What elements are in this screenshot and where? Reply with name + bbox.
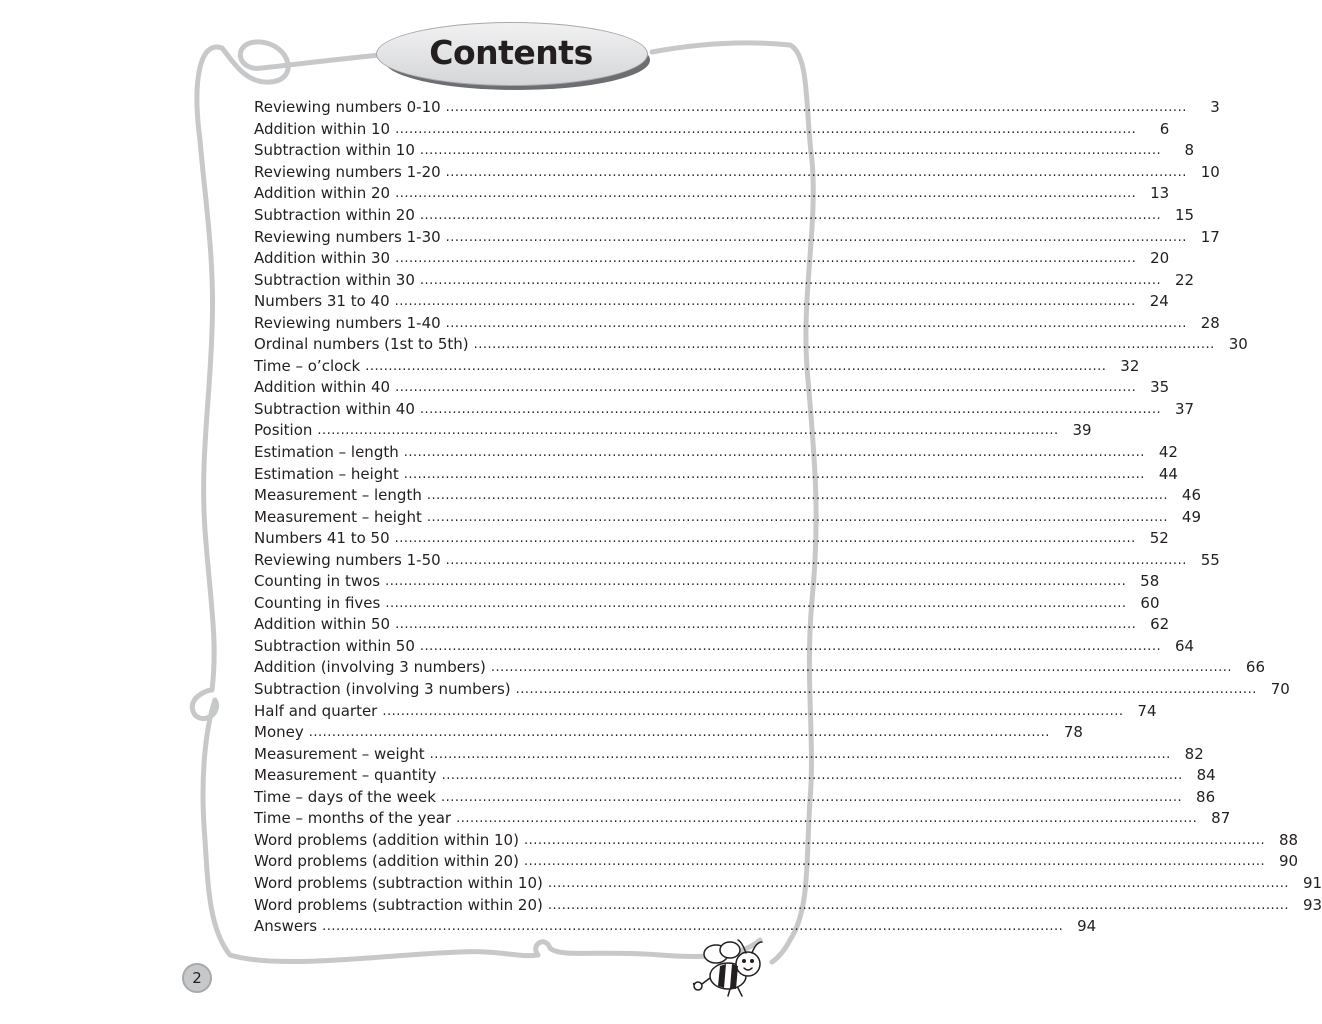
- toc-entry-title: Money: [254, 723, 304, 742]
- toc-dot-leader: ................................................................................................................................................................: [547, 875, 1290, 891]
- toc-dot-leader: ................................................................................................................................................................: [419, 401, 1162, 417]
- toc-entry-title: Measurement – quantity: [254, 766, 437, 785]
- toc-entry: [254, 787, 1216, 809]
- toc-entry: [254, 679, 1290, 701]
- toc-entry-page: 44: [1158, 464, 1178, 483]
- toc-dot-leader: ................................................................................................................................................................: [382, 703, 1124, 719]
- toc-dot-leader: ................................................................................................................................................................: [445, 164, 1187, 180]
- toc-entry: [254, 162, 1220, 184]
- toc-entry-page: 10: [1200, 162, 1220, 181]
- title-banner: [376, 22, 652, 92]
- toc-entry-page: 24: [1149, 292, 1169, 311]
- bee-icon: [686, 936, 772, 998]
- toc-entry-title: Answers: [254, 917, 318, 936]
- toc-entry-page: 62: [1150, 615, 1170, 634]
- toc-dot-leader: ................................................................................................................................................................: [394, 531, 1136, 547]
- toc-dot-leader: ................................................................................................................................................................: [547, 897, 1290, 913]
- toc-entry-page: 84: [1196, 766, 1216, 785]
- toc-dot-leader: ................................................................................................................................................................: [395, 251, 1137, 267]
- toc-entry-title: Word problems (subtraction within 10): [254, 873, 543, 892]
- toc-entry-page: 35: [1150, 378, 1170, 397]
- toc-entry: [254, 700, 1157, 722]
- toc-dot-leader: ................................................................................................................................................................: [515, 682, 1257, 698]
- toc-entry: [254, 226, 1220, 248]
- toc-entry-page: 88: [1279, 830, 1299, 849]
- toc-entry: [254, 571, 1160, 593]
- toc-entry: [254, 205, 1195, 227]
- toc-entry-page: 70: [1270, 680, 1290, 699]
- toc-entry-title: Estimation – length: [254, 443, 399, 462]
- toc-entry: [254, 873, 1322, 895]
- toc-entry: [254, 463, 1178, 485]
- toc-entry-title: Word problems (addition within 20): [254, 852, 519, 871]
- toc-entry-page: 13: [1150, 184, 1170, 203]
- toc-entry: [254, 183, 1170, 205]
- toc-dot-leader: ................................................................................................................................................................: [419, 143, 1162, 159]
- toc-entry: [254, 916, 1097, 938]
- toc-entry-title: Measurement – height: [254, 507, 422, 526]
- toc-dot-leader: ................................................................................................................................................................: [403, 466, 1145, 482]
- toc-dot-leader: ................................................................................................................................................................: [395, 121, 1137, 137]
- toc-dot-leader: ................................................................................................................................................................: [308, 725, 1050, 741]
- toc-entry: [254, 269, 1195, 291]
- toc-entry-page: 8: [1184, 141, 1195, 160]
- toc-entry-page: 74: [1137, 701, 1157, 720]
- toc-dot-leader: ................................................................................................................................................................: [322, 919, 1064, 935]
- toc-entry-title: Subtraction within 30: [254, 270, 415, 289]
- toc-entry-title: Addition (involving 3 numbers): [254, 658, 486, 677]
- toc-dot-leader: ................................................................................................................................................................: [490, 660, 1232, 676]
- toc-entry: [254, 506, 1201, 528]
- toc-entry-title: Reviewing numbers 1-50: [254, 550, 441, 569]
- toc-entry-page: 46: [1181, 486, 1201, 505]
- page-number: 2: [182, 963, 212, 993]
- toc-dot-leader: ................................................................................................................................................................: [317, 423, 1059, 439]
- toc-entry-page: 82: [1184, 744, 1204, 763]
- toc-entry-page: 90: [1279, 852, 1299, 871]
- toc-entry: [254, 248, 1170, 270]
- toc-entry-title: Estimation – height: [254, 464, 399, 483]
- toc-entry: [254, 356, 1140, 378]
- toc-entry-title: Addition within 50: [254, 615, 391, 634]
- toc-entry: [254, 894, 1322, 916]
- toc-dot-leader: ................................................................................................................................................................: [429, 746, 1171, 762]
- toc-entry: [254, 765, 1216, 787]
- toc-entry-page: 28: [1200, 313, 1220, 332]
- toc-dot-leader: ................................................................................................................................................................: [441, 768, 1183, 784]
- toc-entry: [254, 291, 1169, 313]
- toc-entry-title: Counting in fives: [254, 593, 381, 612]
- toc-entry: [254, 830, 1299, 852]
- toc-entry-title: Addition within 20: [254, 184, 391, 203]
- toc-dot-leader: ................................................................................................................................................................: [445, 100, 1187, 116]
- toc-entry: [254, 657, 1265, 679]
- toc-dot-leader: ................................................................................................................................................................: [445, 552, 1187, 568]
- toc-entry-title: Numbers 41 to 50: [254, 529, 390, 548]
- toc-entry-page: 87: [1211, 809, 1231, 828]
- toc-dot-leader: ................................................................................................................................................................: [395, 617, 1137, 633]
- toc-dot-leader: ................................................................................................................................................................: [426, 488, 1168, 504]
- toc-entry-title: Ordinal numbers (1st to 5th): [254, 335, 469, 354]
- toc-dot-leader: ................................................................................................................................................................: [395, 186, 1137, 202]
- toc-dot-leader: ................................................................................................................................................................: [445, 315, 1187, 331]
- toc-dot-leader: ................................................................................................................................................................: [473, 337, 1215, 353]
- toc-entry-title: Time – o’clock: [254, 356, 361, 375]
- page-title: Contents: [429, 33, 593, 72]
- toc-entry-title: Measurement – weight: [254, 744, 425, 763]
- toc-entry-title: Numbers 31 to 40: [254, 292, 390, 311]
- toc-entry-page: 15: [1174, 206, 1195, 224]
- toc-dot-leader: ................................................................................................................................................................: [426, 509, 1168, 525]
- toc-entry: [254, 485, 1201, 507]
- toc-dot-leader: ................................................................................................................................................................: [523, 854, 1266, 870]
- toc-entry-page: 39: [1072, 421, 1092, 440]
- toc-entry-title: Word problems (subtraction within 20): [254, 895, 543, 914]
- toc-entry-title: Counting in twos: [254, 572, 381, 591]
- toc-dot-leader: ................................................................................................................................................................: [523, 832, 1266, 848]
- toc-entry: [254, 377, 1170, 399]
- toc-entry-title: Reviewing numbers 1-20: [254, 162, 441, 181]
- toc-entry-page: 3: [1210, 98, 1220, 117]
- toc-entry-title: Reviewing numbers 1-30: [254, 227, 441, 246]
- toc-entry-title: Measurement – length: [254, 486, 422, 505]
- toc-entry: [254, 420, 1092, 442]
- toc-entry: [254, 528, 1169, 550]
- toc-entry-title: Time – months of the year: [254, 809, 452, 828]
- toc-dot-leader: ................................................................................................................................................................: [385, 595, 1127, 611]
- toc-entry-page: 86: [1196, 787, 1216, 806]
- toc-entry: [254, 722, 1083, 744]
- toc-entry: [254, 119, 1170, 141]
- toc-entry-page: 20: [1150, 249, 1170, 268]
- toc-dot-leader: ................................................................................................................................................................: [419, 638, 1162, 654]
- toc-dot-leader: ................................................................................................................................................................: [403, 445, 1145, 461]
- toc-entry-page: 22: [1174, 270, 1195, 289]
- toc-entry-title: Subtraction within 50: [254, 636, 415, 655]
- toc-entry: [254, 549, 1220, 571]
- toc-entry-page: 78: [1063, 723, 1083, 742]
- toc-dot-leader: ................................................................................................................................................................: [440, 789, 1183, 805]
- toc-entry-title: Subtraction within 20: [254, 206, 415, 224]
- toc-entry: [254, 614, 1170, 636]
- toc-entry-page: 30: [1228, 335, 1248, 354]
- toc-entry-title: Reviewing numbers 0-10: [254, 98, 441, 117]
- toc-entry: [254, 636, 1195, 658]
- toc-dot-leader: ................................................................................................................................................................: [394, 294, 1136, 310]
- toc-entry-page: 52: [1149, 529, 1169, 548]
- toc-entry-title: Position: [254, 421, 313, 440]
- toc-entry-page: 64: [1174, 636, 1195, 655]
- toc-entry: [254, 593, 1160, 615]
- toc-entry-page: 60: [1140, 593, 1160, 612]
- toc-entry-title: Word problems (addition within 10): [254, 830, 519, 849]
- toc-entry: [254, 442, 1178, 464]
- toc-dot-leader: ................................................................................................................................................................: [419, 208, 1162, 223]
- toc-entry: [254, 140, 1195, 162]
- toc-entry: [254, 399, 1195, 421]
- toc-dot-leader: ................................................................................................................................................................: [365, 358, 1107, 374]
- toc-entry: [254, 97, 1220, 119]
- toc-entry: [254, 743, 1204, 765]
- table-of-contents: [254, 97, 1322, 937]
- toc-entry-page: 55: [1200, 550, 1220, 569]
- toc-entry: [254, 334, 1248, 356]
- toc-entry-page: 49: [1181, 507, 1201, 526]
- toc-entry-title: Subtraction (involving 3 numbers): [254, 680, 511, 699]
- toc-entry: [254, 851, 1299, 873]
- toc-entry-page: 94: [1077, 917, 1097, 936]
- toc-entry-title: Reviewing numbers 1-40: [254, 313, 441, 332]
- toc-entry: [254, 312, 1220, 334]
- toc-entry-page: 17: [1200, 227, 1220, 246]
- toc-entry-page: 58: [1140, 572, 1160, 591]
- toc-entry-title: Subtraction within 40: [254, 399, 415, 418]
- toc-dot-leader: ................................................................................................................................................................: [419, 272, 1162, 288]
- toc-entry-title: Addition within 40: [254, 378, 391, 397]
- toc-entry-page: 32: [1120, 356, 1140, 375]
- toc-entry-title: Half and quarter: [254, 701, 378, 720]
- toc-entry-page: 91: [1302, 873, 1322, 892]
- toc-entry-page: 6: [1159, 119, 1170, 138]
- toc-entry-page: 93: [1302, 895, 1322, 914]
- toc-entry-title: Addition within 30: [254, 249, 391, 268]
- toc-dot-leader: ................................................................................................................................................................: [445, 229, 1187, 245]
- toc-entry-page: 42: [1158, 443, 1178, 462]
- toc-entry-title: Time – days of the week: [254, 787, 436, 806]
- toc-entry: [254, 808, 1231, 830]
- toc-entry-title: Addition within 10: [254, 119, 391, 138]
- toc-dot-leader: ................................................................................................................................................................: [395, 380, 1137, 396]
- toc-dot-leader: ................................................................................................................................................................: [456, 811, 1198, 827]
- toc-dot-leader: ................................................................................................................................................................: [385, 574, 1127, 590]
- toc-entry-page: 66: [1245, 658, 1265, 677]
- toc-entry-page: 37: [1174, 399, 1195, 418]
- toc-entry-title: Subtraction within 10: [254, 141, 415, 160]
